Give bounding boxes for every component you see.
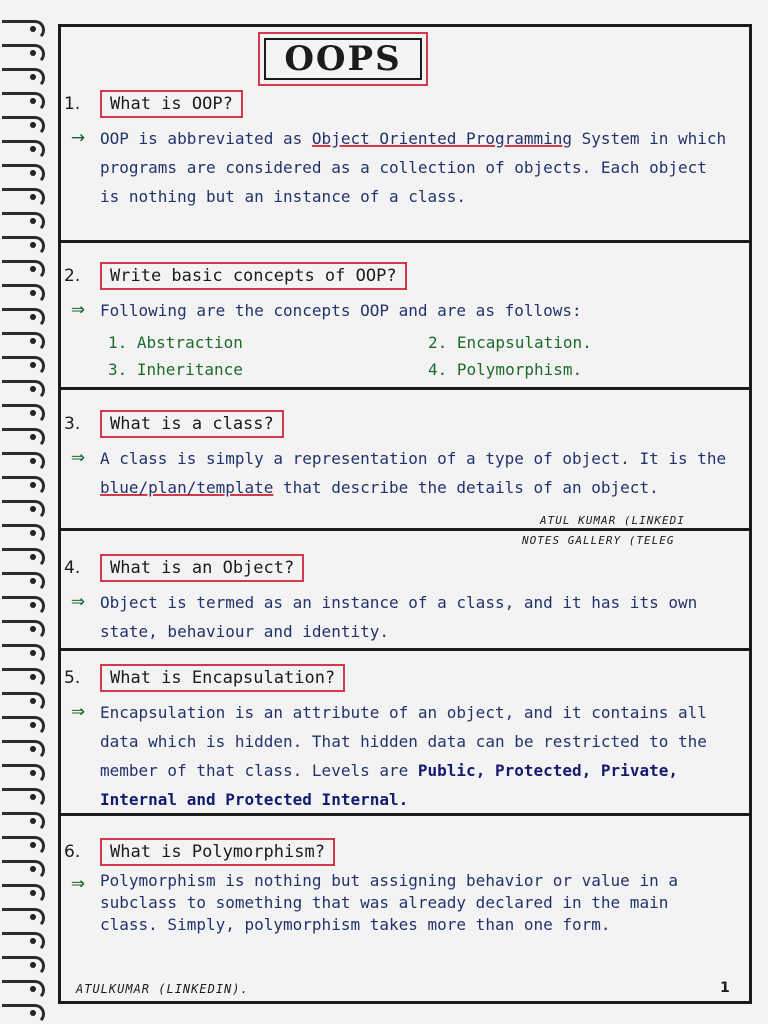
punch-hole [30,26,36,32]
arrow-icon: ⇒ [70,592,86,612]
page-title-box [258,32,428,86]
question-section-4 [64,554,744,646]
spiral-ring [2,20,45,40]
question-number: 2. [64,266,81,286]
spiral-ring [2,428,45,448]
spiral-ring [2,452,45,472]
spiral-ring [2,1004,45,1024]
concept-item: 3. Inheritance [108,360,243,379]
spiral-ring [2,236,45,256]
punch-hole [30,362,36,368]
spiral-binding [0,0,46,1024]
punch-hole [30,914,36,920]
punch-hole [30,746,36,752]
punch-hole [30,770,36,776]
punch-hole [30,698,36,704]
punch-hole [30,794,36,800]
underlined-term: Object Oriented Programming [311,129,573,148]
watermark-note: ATUL KUMAR (LINKEDI [540,514,685,527]
spiral-ring [2,260,45,280]
question-section-3 [64,410,744,502]
punch-hole [30,194,36,200]
arrow-icon: ⇒ [70,702,86,722]
answer-text: Encapsulation is an attribute of an object, and it contains all data which is hidden. That hidden data can be restricted to the member of that class. Levels are Public, Protected, Private, Internal and Protected Internal. [100,703,707,809]
punch-hole [30,578,36,584]
punch-hole [30,74,36,80]
spiral-ring [2,164,45,184]
spiral-ring [2,140,45,160]
punch-hole [30,650,36,656]
answer-text: Object is termed as an instance of a class, and it has its own state, behaviour and identity. [100,593,698,641]
punch-hole [30,1010,36,1016]
spiral-ring [2,788,45,808]
punch-hole [30,554,36,560]
punch-hole [30,986,36,992]
spiral-ring [2,668,45,688]
question-heading: What is OOP? [100,90,243,118]
divider [58,387,752,390]
spiral-ring [2,380,45,400]
question-heading: What is Encapsulation? [100,664,345,692]
question-heading: What is Polymorphism? [100,838,335,866]
spiral-ring [2,620,45,640]
spiral-ring [2,404,45,424]
question-number: 3. [64,414,81,434]
question-number: 1. [64,94,81,114]
question-heading: What is an Object? [100,554,304,582]
punch-hole [30,602,36,608]
question-heading: What is a class? [100,410,284,438]
answer-text: OOP is abbreviated as Object Oriented Programming System in which programs are considered as a collection of objects. Each object is nothing but an instance of a class. [100,129,727,206]
divider [58,648,752,651]
spiral-ring [2,500,45,520]
punch-hole [30,458,36,464]
watermark-note: NOTES GALLERY (TELEG [522,534,675,547]
spiral-ring [2,116,45,136]
spiral-ring [2,356,45,376]
punch-hole [30,290,36,296]
concept-item: 1. Abstraction [108,333,243,352]
question-number: 4. [64,558,81,578]
punch-hole [30,122,36,128]
spiral-ring [2,572,45,592]
spiral-ring [2,932,45,952]
spiral-ring [2,284,45,304]
punch-hole [30,482,36,488]
spiral-ring [2,740,45,760]
punch-hole [30,962,36,968]
question-section-6 [64,838,744,936]
punch-hole [30,98,36,104]
concepts-list [108,329,744,383]
punch-hole [30,266,36,272]
punch-hole [30,386,36,392]
punch-hole [30,506,36,512]
answer-text: A class is simply a representation of a type of object. It is the blue/plan/template that describe the details of an object. [100,449,727,497]
spiral-ring [2,212,45,232]
arrow-icon: ⇒ [70,448,86,468]
spiral-ring [2,476,45,496]
spiral-ring [2,812,45,832]
footer-author: ATULKUMAR (LINKEDIN). [76,982,249,996]
spiral-ring [2,836,45,856]
concept-item: 2. Encapsulation. [428,333,592,352]
punch-hole [30,146,36,152]
punch-hole [30,218,36,224]
punch-hole [30,842,36,848]
punch-hole [30,338,36,344]
question-number: 5. [64,668,81,688]
divider [58,528,752,531]
spiral-ring [2,716,45,736]
spiral-ring [2,908,45,928]
divider [58,240,752,243]
question-section-1 [64,90,744,211]
punch-hole [30,938,36,944]
spiral-ring [2,548,45,568]
spiral-ring [2,860,45,880]
arrow-icon: ⇒ [70,300,86,320]
spiral-ring [2,308,45,328]
spiral-ring [2,332,45,352]
spiral-ring [2,92,45,112]
spiral-ring [2,524,45,544]
underlined-term: blue/plan/template [100,478,274,497]
punch-hole [30,818,36,824]
punch-hole [30,242,36,248]
punch-hole [30,722,36,728]
punch-hole [30,50,36,56]
punch-hole [30,434,36,440]
spiral-ring [2,68,45,88]
spiral-ring [2,644,45,664]
spiral-ring [2,956,45,976]
question-section-5 [64,664,744,814]
punch-hole [30,530,36,536]
spiral-ring [2,692,45,712]
punch-hole [30,866,36,872]
page-title: OOPS [264,38,422,80]
answer-text: Following are the concepts OOP and are as follows: [100,301,582,320]
spiral-ring [2,188,45,208]
page-number: 1 [720,980,730,996]
punch-hole [30,890,36,896]
spiral-ring [2,980,45,1000]
question-number: 6. [64,842,81,862]
spiral-ring [2,764,45,784]
question-heading: Write basic concepts of OOP? [100,262,407,290]
spiral-ring [2,884,45,904]
arrow-icon: → [70,128,86,148]
punch-hole [30,314,36,320]
access-levels: Public, Protected, Private, Internal and Protected Internal. [100,761,678,809]
punch-hole [30,674,36,680]
arrow-icon: ⇒ [70,874,86,894]
punch-hole [30,170,36,176]
answer-text: Polymorphism is nothing but assigning behavior or value in a subclass to something that was already declared in the main class. Simply, polymorphism takes more than one form. [100,871,678,934]
spiral-ring [2,596,45,616]
punch-hole [30,410,36,416]
spiral-ring [2,44,45,64]
punch-hole [30,626,36,632]
concept-item: 4. Polymorphism. [428,360,583,379]
question-section-2 [64,262,744,383]
